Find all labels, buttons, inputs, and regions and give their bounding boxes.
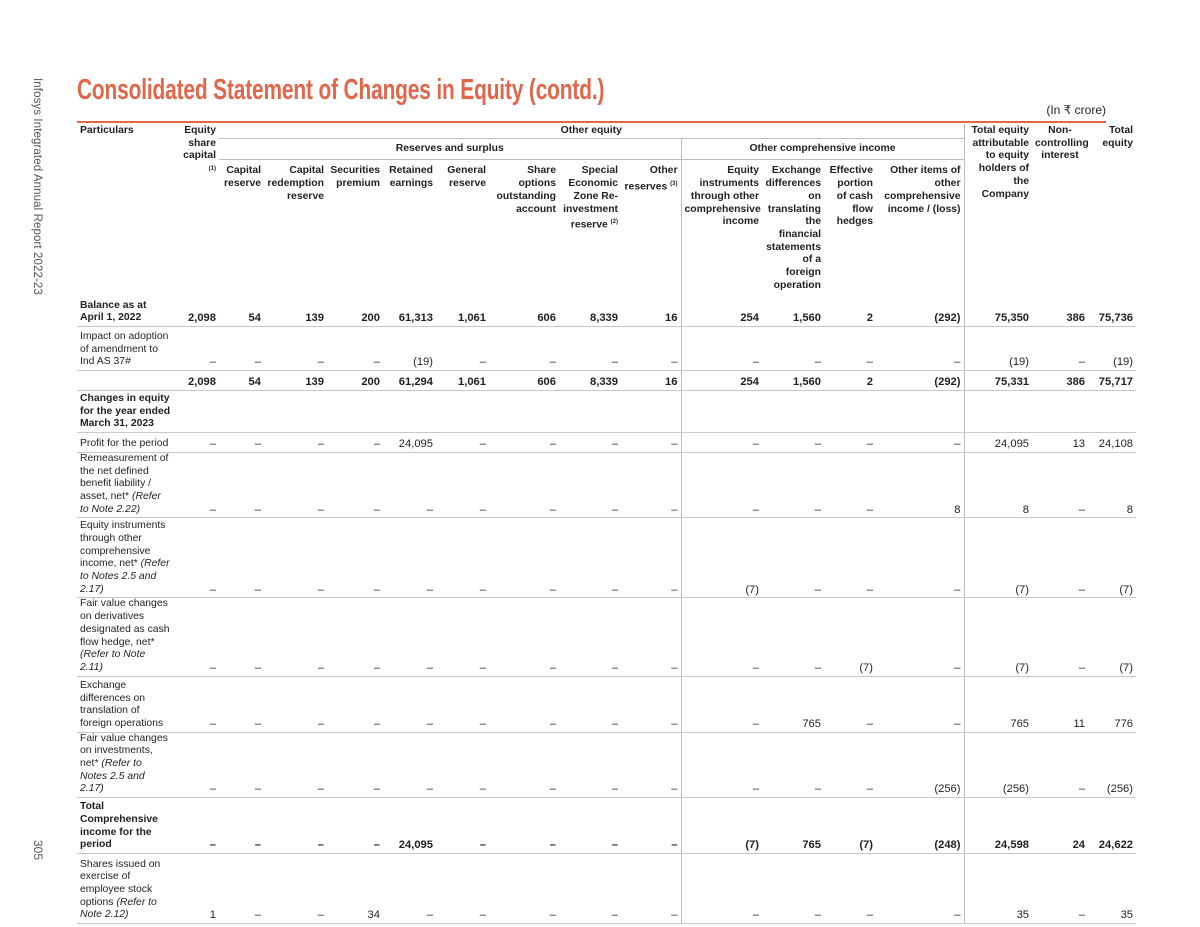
table-cell: – [264,676,327,732]
header-reserves-and-surplus: Reserves and surplus [219,138,681,160]
header-oci: Other comprehensive income [681,138,964,160]
table-cell: – [559,798,621,854]
table-cell: 24 [1032,798,1088,854]
table-cell: – [876,676,964,732]
header-equity-share-capital [174,124,219,292]
table-cell: 386 [1032,370,1088,390]
table-cell: – [681,676,762,732]
table-cell: 200 [327,370,383,390]
table-cell: – [762,452,824,518]
table-cell: – [876,854,964,924]
table-cell: – [219,798,264,854]
table-cell: 13 [1032,432,1088,452]
table-cell: – [436,432,489,452]
table-cell: – [174,676,219,732]
header-general-reserve: General reserve [447,165,486,190]
table-cell: – [559,452,621,518]
table-cell: – [621,798,681,854]
table-cell: – [824,432,876,452]
header-other-reserves [621,160,681,293]
table-cell: – [174,518,219,598]
table-cell: (7) [1088,518,1136,598]
table-cell: – [559,598,621,676]
table-cell [1088,390,1136,432]
table-cell: 606 [489,292,559,326]
table-cell: 24,108 [1088,432,1136,452]
table-cell: – [174,432,219,452]
table-cell: (292) [876,292,964,326]
table-cell [762,390,824,432]
table-cell: – [681,432,762,452]
table-cell: – [264,598,327,676]
row-label-note: (Refer to Notes 2.5 and 2.17) [80,758,145,795]
table-cell: – [621,326,681,370]
table-cell: 1,560 [762,370,824,390]
table-cell: – [383,854,436,924]
table-cell: 139 [264,370,327,390]
header-capital-redemption-reserve: Capital redemption reserve [267,165,324,202]
table-cell: 75,331 [964,370,1032,390]
equity-changes-table [77,124,1136,924]
table-cell: 16 [621,292,681,326]
row-label [77,432,174,452]
header-exchange-differences: Exchange differences on translating the financial statements of a foreign operation [765,165,821,291]
table-cell: – [559,518,621,598]
table-cell: 2,098 [174,370,219,390]
table-cell: – [1032,732,1088,798]
table-cell: – [621,854,681,924]
table-cell: 54 [219,292,264,326]
table-cell [327,390,383,432]
header-other-reserves-label: Other reserves [624,165,678,193]
table-cell: – [559,854,621,924]
table-cell: – [559,676,621,732]
table-cell: (292) [876,370,964,390]
table-row [77,390,1136,432]
table-cell: 24,095 [964,432,1032,452]
table-cell: – [762,732,824,798]
table-cell: – [327,452,383,518]
table-cell: 61,294 [383,370,436,390]
table-cell: – [876,598,964,676]
row-label-text: Shares issued on exercise of employee stock options [80,858,161,908]
table-cell: – [436,326,489,370]
table-cell: – [621,432,681,452]
table-cell: – [824,676,876,732]
table-cell: – [762,854,824,924]
header-share-options: Share options outstanding account [496,165,556,215]
table-cell: – [762,432,824,452]
table-cell: – [219,598,264,676]
table-cell: – [621,732,681,798]
row-label [77,370,174,390]
table-cell: – [681,326,762,370]
header-sez-note: (2) [610,219,618,226]
table-cell: 765 [964,676,1032,732]
table-cell: – [174,326,219,370]
header-equity-share-capital-note: (1) [208,166,216,173]
table-cell: 765 [762,798,824,854]
table-cell: 24,095 [383,432,436,452]
table-cell: (7) [681,798,762,854]
table-cell: – [327,518,383,598]
table-cell [876,390,964,432]
table-cell: 34 [327,854,383,924]
row-label [77,854,174,924]
table-cell: – [327,732,383,798]
table-cell: – [327,798,383,854]
table-cell [219,390,264,432]
table-cell: – [219,854,264,924]
table-cell: – [681,598,762,676]
table-cell: – [681,452,762,518]
row-label-note: (Refer to Note 2.12) [80,896,157,921]
table-cell [174,390,219,432]
row-label-note: (Refer to Notes 2.5 and 2.17) [80,558,170,595]
table-cell: – [621,518,681,598]
table-cell: – [436,676,489,732]
table-row [77,370,1136,390]
table-cell: – [436,452,489,518]
header-particulars: Particulars [80,125,134,136]
table-cell: – [489,676,559,732]
table-cell: (7) [681,518,762,598]
table-cell: – [174,452,219,518]
table-cell: (7) [964,598,1032,676]
table-cell: – [762,598,824,676]
table-cell: (7) [824,798,876,854]
table-cell [824,390,876,432]
table-cell: 776 [1088,676,1136,732]
table-cell: – [436,732,489,798]
table-cell: (256) [964,732,1032,798]
table-cell: (19) [383,326,436,370]
table-cell: – [559,326,621,370]
table-cell [436,390,489,432]
table-cell: – [489,598,559,676]
table-cell: 24,622 [1088,798,1136,854]
table-cell: (7) [964,518,1032,598]
table-cell: – [383,676,436,732]
row-label [77,292,174,326]
unit-note: (In ₹ crore) [1046,103,1106,117]
table-cell: – [876,326,964,370]
row-label-text: Total Comprehensive income for the period [80,801,158,851]
table-cell: – [264,432,327,452]
table-cell: – [489,732,559,798]
table-cell [964,390,1032,432]
table-cell: – [174,732,219,798]
row-label [77,798,174,854]
table-cell: – [327,326,383,370]
header-non-controlling: Non-controlling interest [1035,125,1089,162]
table-cell: 35 [964,854,1032,924]
row-label [77,326,174,370]
table-cell: 200 [327,292,383,326]
header-sez-reserve [559,160,621,293]
header-other-reserves-note: (3) [670,181,678,188]
table-cell: 1,061 [436,370,489,390]
report-side-label: Infosys Integrated Annual Report 2022-23 [31,78,43,295]
table-row [77,798,1136,854]
table-cell [264,390,327,432]
page-number: 305 [31,840,45,861]
table-cell: (256) [1088,732,1136,798]
table-cell: – [436,598,489,676]
table-row [77,292,1136,326]
header-sez-reserve-label: Special Economic Zone Re-investment reserve [563,165,618,231]
table-cell: 75,350 [964,292,1032,326]
row-label-text: Impact on adoption of amendment to Ind AS 37# [80,330,169,368]
row-label [77,390,174,432]
table-cell: – [489,452,559,518]
table-cell: – [1032,518,1088,598]
table-cell: 8 [876,452,964,518]
table-cell: – [824,518,876,598]
table-cell: 16 [621,370,681,390]
table-cell: – [327,676,383,732]
table-cell: – [876,518,964,598]
table-cell: – [264,326,327,370]
table-cell: 24,095 [383,798,436,854]
table-cell: 2,098 [174,292,219,326]
table-cell: – [219,676,264,732]
table-cell: – [383,598,436,676]
table-cell: – [824,452,876,518]
table-cell: – [621,676,681,732]
table-cell: – [264,518,327,598]
table-cell: (256) [876,732,964,798]
table-row [77,854,1136,924]
table-cell: – [264,798,327,854]
table-cell: – [383,452,436,518]
table-cell: 1,560 [762,292,824,326]
header-equity-share-capital-label: Equity share capital [183,125,216,162]
table-cell: – [1032,598,1088,676]
table-cell: – [327,598,383,676]
table-cell: – [762,518,824,598]
table-cell: – [436,854,489,924]
table-cell: (19) [964,326,1032,370]
row-label-note: (Refer to Note 2.11) [80,649,146,673]
row-label [77,598,174,676]
table-cell: (7) [1088,598,1136,676]
table-cell: 8,339 [559,370,621,390]
row-label-text: Remeasurement of the net defined benefit liability / asset, net* [80,452,169,503]
table-cell: – [264,452,327,518]
table-cell: 2 [824,292,876,326]
table-cell: – [489,854,559,924]
table-cell: – [383,732,436,798]
table-cell: – [681,854,762,924]
table-cell: – [219,432,264,452]
table-cell: (19) [1088,326,1136,370]
table-cell [681,390,762,432]
header-total-attributable: Total equity attributable to equity holders of the Company [964,124,1032,292]
table-cell: 24,598 [964,798,1032,854]
table-cell: – [327,432,383,452]
header-retained-earnings: Retained earnings [389,165,433,190]
row-label-text: Changes in equity for the year ended March 31, 2023 [80,392,171,430]
table-cell: – [824,854,876,924]
row-label-text: Fair value changes on investments, net* [80,732,168,770]
row-label [77,452,174,518]
table-row [77,676,1136,732]
table-cell: – [264,854,327,924]
table-cell: 61,313 [383,292,436,326]
table-cell: 1,061 [436,292,489,326]
row-label [77,732,174,798]
table-cell: 139 [264,292,327,326]
row-label-text: Balance as at April 1, 2022 [80,299,147,324]
header-securities-premium: Securities premium [330,165,380,190]
row-label-text: Fair value changes on derivatives designated as cash flow hedge, net* [80,598,170,648]
table-cell: 2 [824,370,876,390]
table-cell: – [559,732,621,798]
table-cell: – [621,452,681,518]
table-cell: 254 [681,292,762,326]
row-label-text: Exchange differences on translation of foreign operations [80,679,164,729]
table-cell: – [489,326,559,370]
table-cell: 75,736 [1088,292,1136,326]
table-cell: – [681,732,762,798]
table-cell: – [559,432,621,452]
table-cell: 11 [1032,676,1088,732]
header-other-equity: Other equity [219,124,964,138]
table-cell: – [383,518,436,598]
header-equity-instruments: Equity instruments through other comprehensive income [681,160,762,293]
table-cell [489,390,559,432]
table-row [77,452,1136,518]
table-cell: – [824,326,876,370]
table-cell: – [436,798,489,854]
table-cell: 54 [219,370,264,390]
table-cell: – [219,732,264,798]
row-label-text: Equity instruments through other comprehensive income, net* [80,520,166,570]
table-cell: 8,339 [559,292,621,326]
table-cell: 1 [174,854,219,924]
row-label-note: (Refer to Note 2.22) [80,491,161,515]
table-cell: 35 [1088,854,1136,924]
table-cell: – [174,598,219,676]
table-row [77,518,1136,598]
row-label [77,518,174,598]
table-cell: – [219,326,264,370]
table-row [77,732,1136,798]
table-cell: – [436,518,489,598]
row-label-text: Profit for the period [80,438,169,450]
table-cell [383,390,436,432]
header-other-items-oci: Other items of other comprehensive income / (loss) [884,165,961,215]
table-cell: – [621,598,681,676]
header-total-equity: Total equity [1102,125,1134,149]
table-row [77,598,1136,676]
header-cash-flow-hedges: Effective portion of cash flow hedges [829,165,873,228]
table-cell [1032,390,1088,432]
table-row [77,432,1136,452]
table-cell: 606 [489,370,559,390]
table-cell: – [824,732,876,798]
page-title: Consolidated Statement of Changes in Equity (contd.) [77,74,605,106]
table-cell: – [1032,854,1088,924]
table-cell: 75,717 [1088,370,1136,390]
table-cell: – [219,452,264,518]
table-row [77,326,1136,370]
table-cell: – [489,798,559,854]
table-cell: 386 [1032,292,1088,326]
header-capital-reserve: Capital reserve [224,165,261,190]
table-cell: – [1032,452,1088,518]
table-cell [621,390,681,432]
table-cell: – [174,798,219,854]
table-cell: – [489,432,559,452]
table-cell: (248) [876,798,964,854]
title-rule [77,121,1106,123]
table-cell: – [876,432,964,452]
table-cell [559,390,621,432]
table-cell: 8 [964,452,1032,518]
table-cell: – [264,732,327,798]
table-cell: – [762,326,824,370]
table-cell: 765 [762,676,824,732]
row-label [77,676,174,732]
table-cell: 8 [1088,452,1136,518]
table-cell: – [1032,326,1088,370]
table-cell: 254 [681,370,762,390]
table-cell: (7) [824,598,876,676]
table-cell: – [219,518,264,598]
table-cell: – [489,518,559,598]
